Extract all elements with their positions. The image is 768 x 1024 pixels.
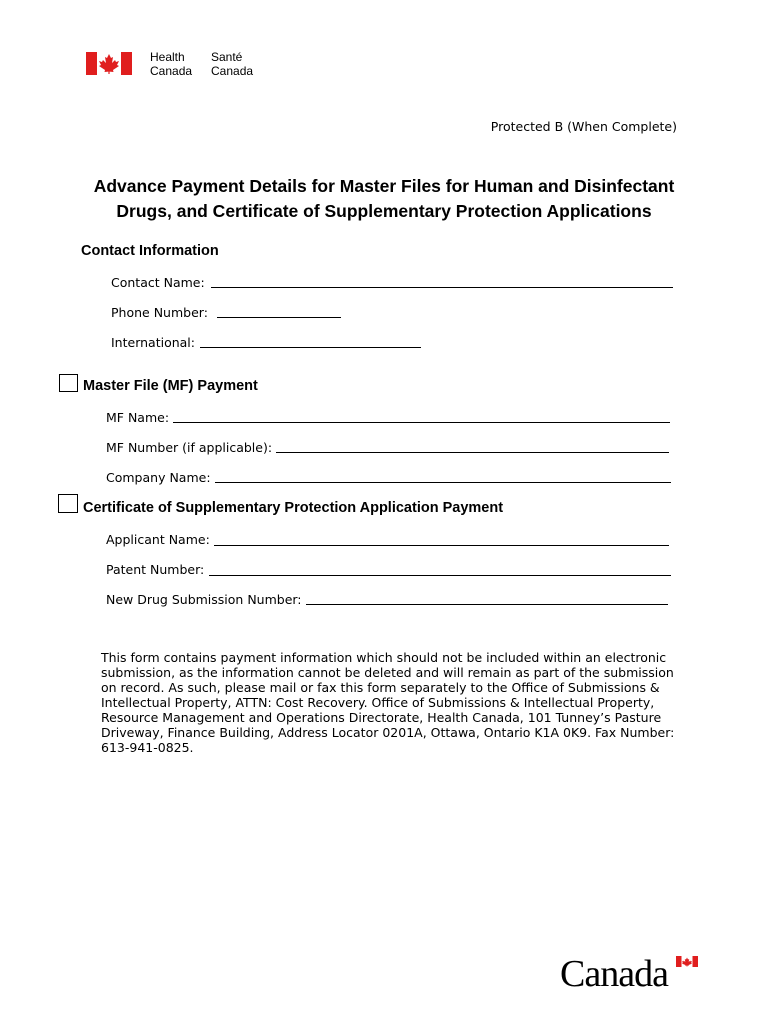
contact-name-label: Contact Name: — [111, 275, 205, 290]
patent-number-label: Patent Number: — [106, 562, 205, 577]
wordmark-flag-icon — [676, 956, 698, 967]
contact-name-field[interactable] — [211, 287, 673, 288]
applicant-name-field[interactable] — [214, 545, 669, 546]
mf-number-field[interactable] — [276, 452, 669, 453]
department-en-line1: Health — [150, 50, 185, 64]
patent-number-field[interactable] — [209, 575, 671, 576]
canada-wordmark-text: Canada — [560, 953, 668, 995]
form-title: Advance Payment Details for Master Files for Human and Disinfectant Drugs, and Certificate of Supplementary Protection Applications — [93, 176, 675, 221]
applicant-name-label: Applicant Name: — [106, 532, 210, 547]
payment-notice-paragraph: This form contains payment information which should not be included within an electronic submission, as the information cannot be deleted and will remain as part of the submission on record. As such, please mail or fax this form separately to the Office of Submissions & Intellectual Property, ATTN: Cost Recovery. Office of Submissions & Intellectual Property, Resource Management and Operations Directorate, Health Canada, 101 Tunney’s Pasture Driveway, Finance Building, Address Locator 0201A, Ottawa, Ontario K1A 0K9. Fax Number: 613-941-0825. — [101, 650, 675, 755]
health-canada-signature — [86, 50, 276, 80]
canada-wordmark — [560, 954, 700, 994]
international-label: International: — [111, 335, 195, 350]
phone-number-field[interactable] — [217, 317, 341, 318]
mf-name-label: MF Name: — [106, 410, 170, 425]
contact-section-heading: Contact Information — [81, 243, 219, 259]
canada-flag-icon — [86, 52, 132, 75]
protected-label: Protected B (When Complete) — [490, 119, 677, 134]
mf-number-label: MF Number (if applicable): — [106, 440, 273, 455]
nds-number-label: New Drug Submission Number: — [106, 592, 302, 607]
phone-number-label: Phone Number: — [111, 305, 208, 320]
department-name-french — [211, 50, 253, 78]
department-en-line2: Canada — [150, 64, 193, 78]
company-name-field[interactable] — [215, 482, 671, 483]
company-name-label: Company Name: — [106, 470, 211, 485]
department-fr-line1: Santé — [211, 50, 243, 64]
department-name-english — [150, 50, 192, 78]
mf-section-heading: Master File (MF) Payment — [83, 378, 258, 394]
international-field[interactable] — [200, 347, 421, 348]
csp-section-heading: Certificate of Supplementary Protection Application Payment — [83, 500, 504, 516]
department-fr-line2: Canada — [211, 64, 254, 78]
mf-name-field[interactable] — [173, 422, 670, 423]
nds-number-field[interactable] — [306, 604, 668, 605]
mf-payment-checkbox[interactable] — [59, 374, 78, 392]
csp-payment-checkbox[interactable] — [58, 494, 78, 513]
